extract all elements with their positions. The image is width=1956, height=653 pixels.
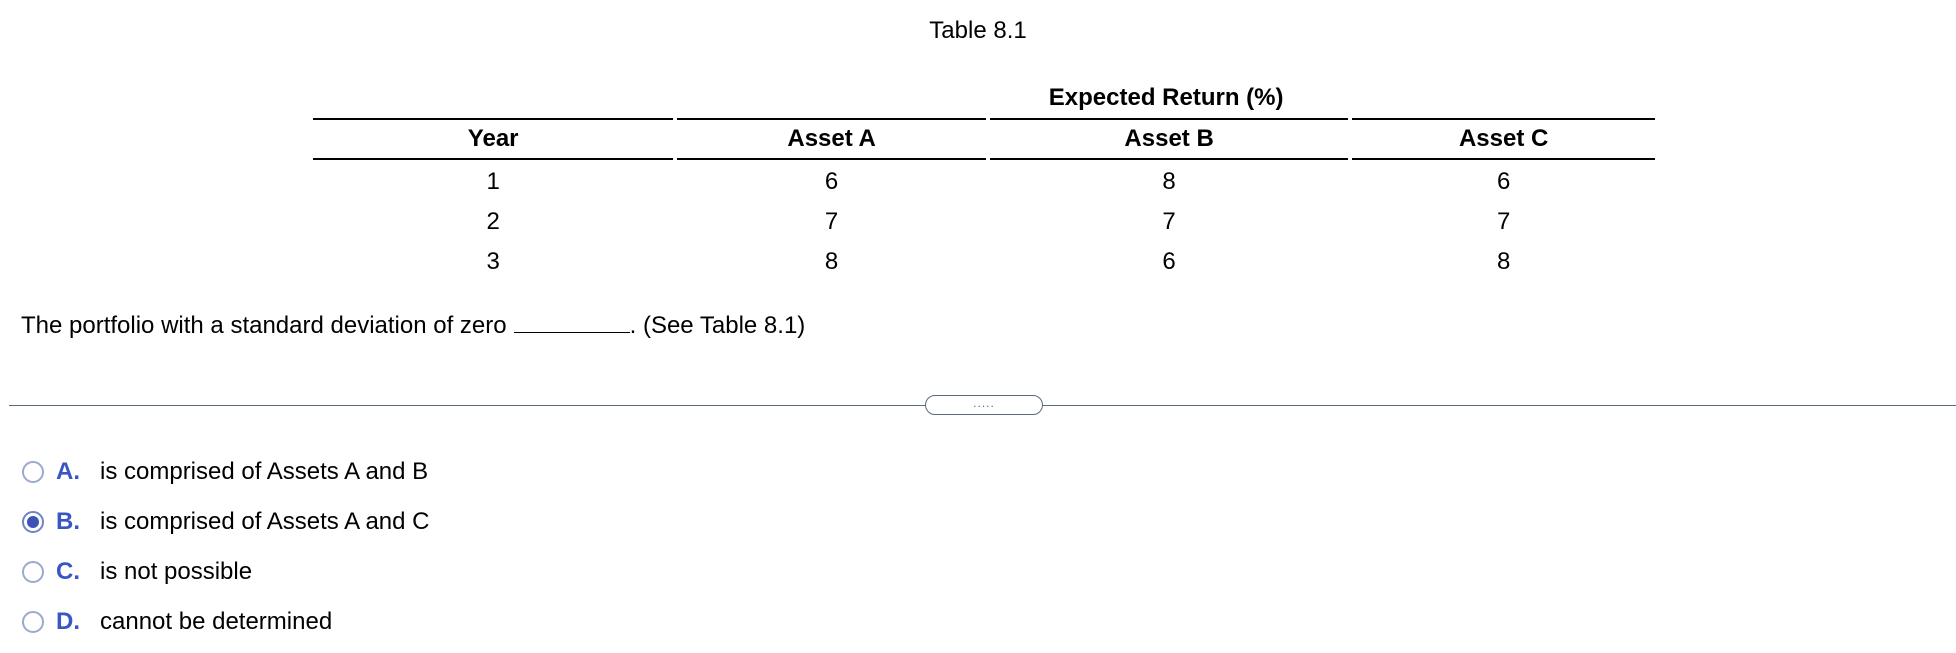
expected-return-table xyxy=(309,78,1659,282)
table-cell: 8 xyxy=(1496,248,1511,275)
radio-button-c[interactable] xyxy=(22,561,44,583)
option-letter: A. xyxy=(56,458,80,485)
option-b[interactable] xyxy=(22,497,430,547)
table-cell: 3 xyxy=(486,248,500,275)
table-cell: 6 xyxy=(824,168,839,195)
option-text: is comprised of Assets A and B xyxy=(100,458,429,485)
table-cell: 8 xyxy=(824,248,839,275)
table-row xyxy=(313,202,1655,242)
column-header-asset-a: Asset A xyxy=(677,118,986,160)
option-a[interactable] xyxy=(22,447,430,497)
question-text-after: . (See Table 8.1) xyxy=(629,312,806,339)
group-header: Expected Return (%) xyxy=(1048,84,1284,111)
column-header-asset-b: Asset B xyxy=(990,118,1348,160)
table-cell: 7 xyxy=(1162,208,1176,235)
option-text: is not possible xyxy=(100,558,253,585)
table-cell: 2 xyxy=(486,208,500,235)
answer-blank xyxy=(514,310,630,333)
table-cell: 6 xyxy=(1162,248,1176,275)
table-row xyxy=(313,160,1655,202)
question-text-before: The portfolio with a standard deviation of zero xyxy=(21,312,507,339)
radio-button-b[interactable] xyxy=(22,511,44,533)
table-cell: 7 xyxy=(824,208,839,235)
option-letter: C. xyxy=(56,558,80,585)
option-d[interactable] xyxy=(22,597,430,647)
table-cell: 6 xyxy=(1496,168,1511,195)
answer-options xyxy=(22,447,430,647)
table-cell: 1 xyxy=(486,168,500,195)
divider-resize-handle[interactable]: ..... xyxy=(925,395,1043,415)
option-letter: D. xyxy=(56,608,80,635)
column-header-asset-c: Asset C xyxy=(1352,118,1655,160)
option-text: is comprised of Assets A and C xyxy=(100,508,430,535)
table-cell: 7 xyxy=(1496,208,1511,235)
option-letter: B. xyxy=(56,508,80,535)
radio-button-d[interactable] xyxy=(22,611,44,633)
question-text xyxy=(21,310,805,340)
table-caption: Table 8.1 xyxy=(929,17,1027,44)
option-text: cannot be determined xyxy=(100,608,333,635)
radio-button-a[interactable] xyxy=(22,461,44,483)
table-row xyxy=(313,242,1655,282)
group-header-spacer xyxy=(313,78,673,118)
option-c[interactable] xyxy=(22,547,430,597)
table-cell: 8 xyxy=(1162,168,1176,195)
column-header-year: Year xyxy=(313,118,673,160)
